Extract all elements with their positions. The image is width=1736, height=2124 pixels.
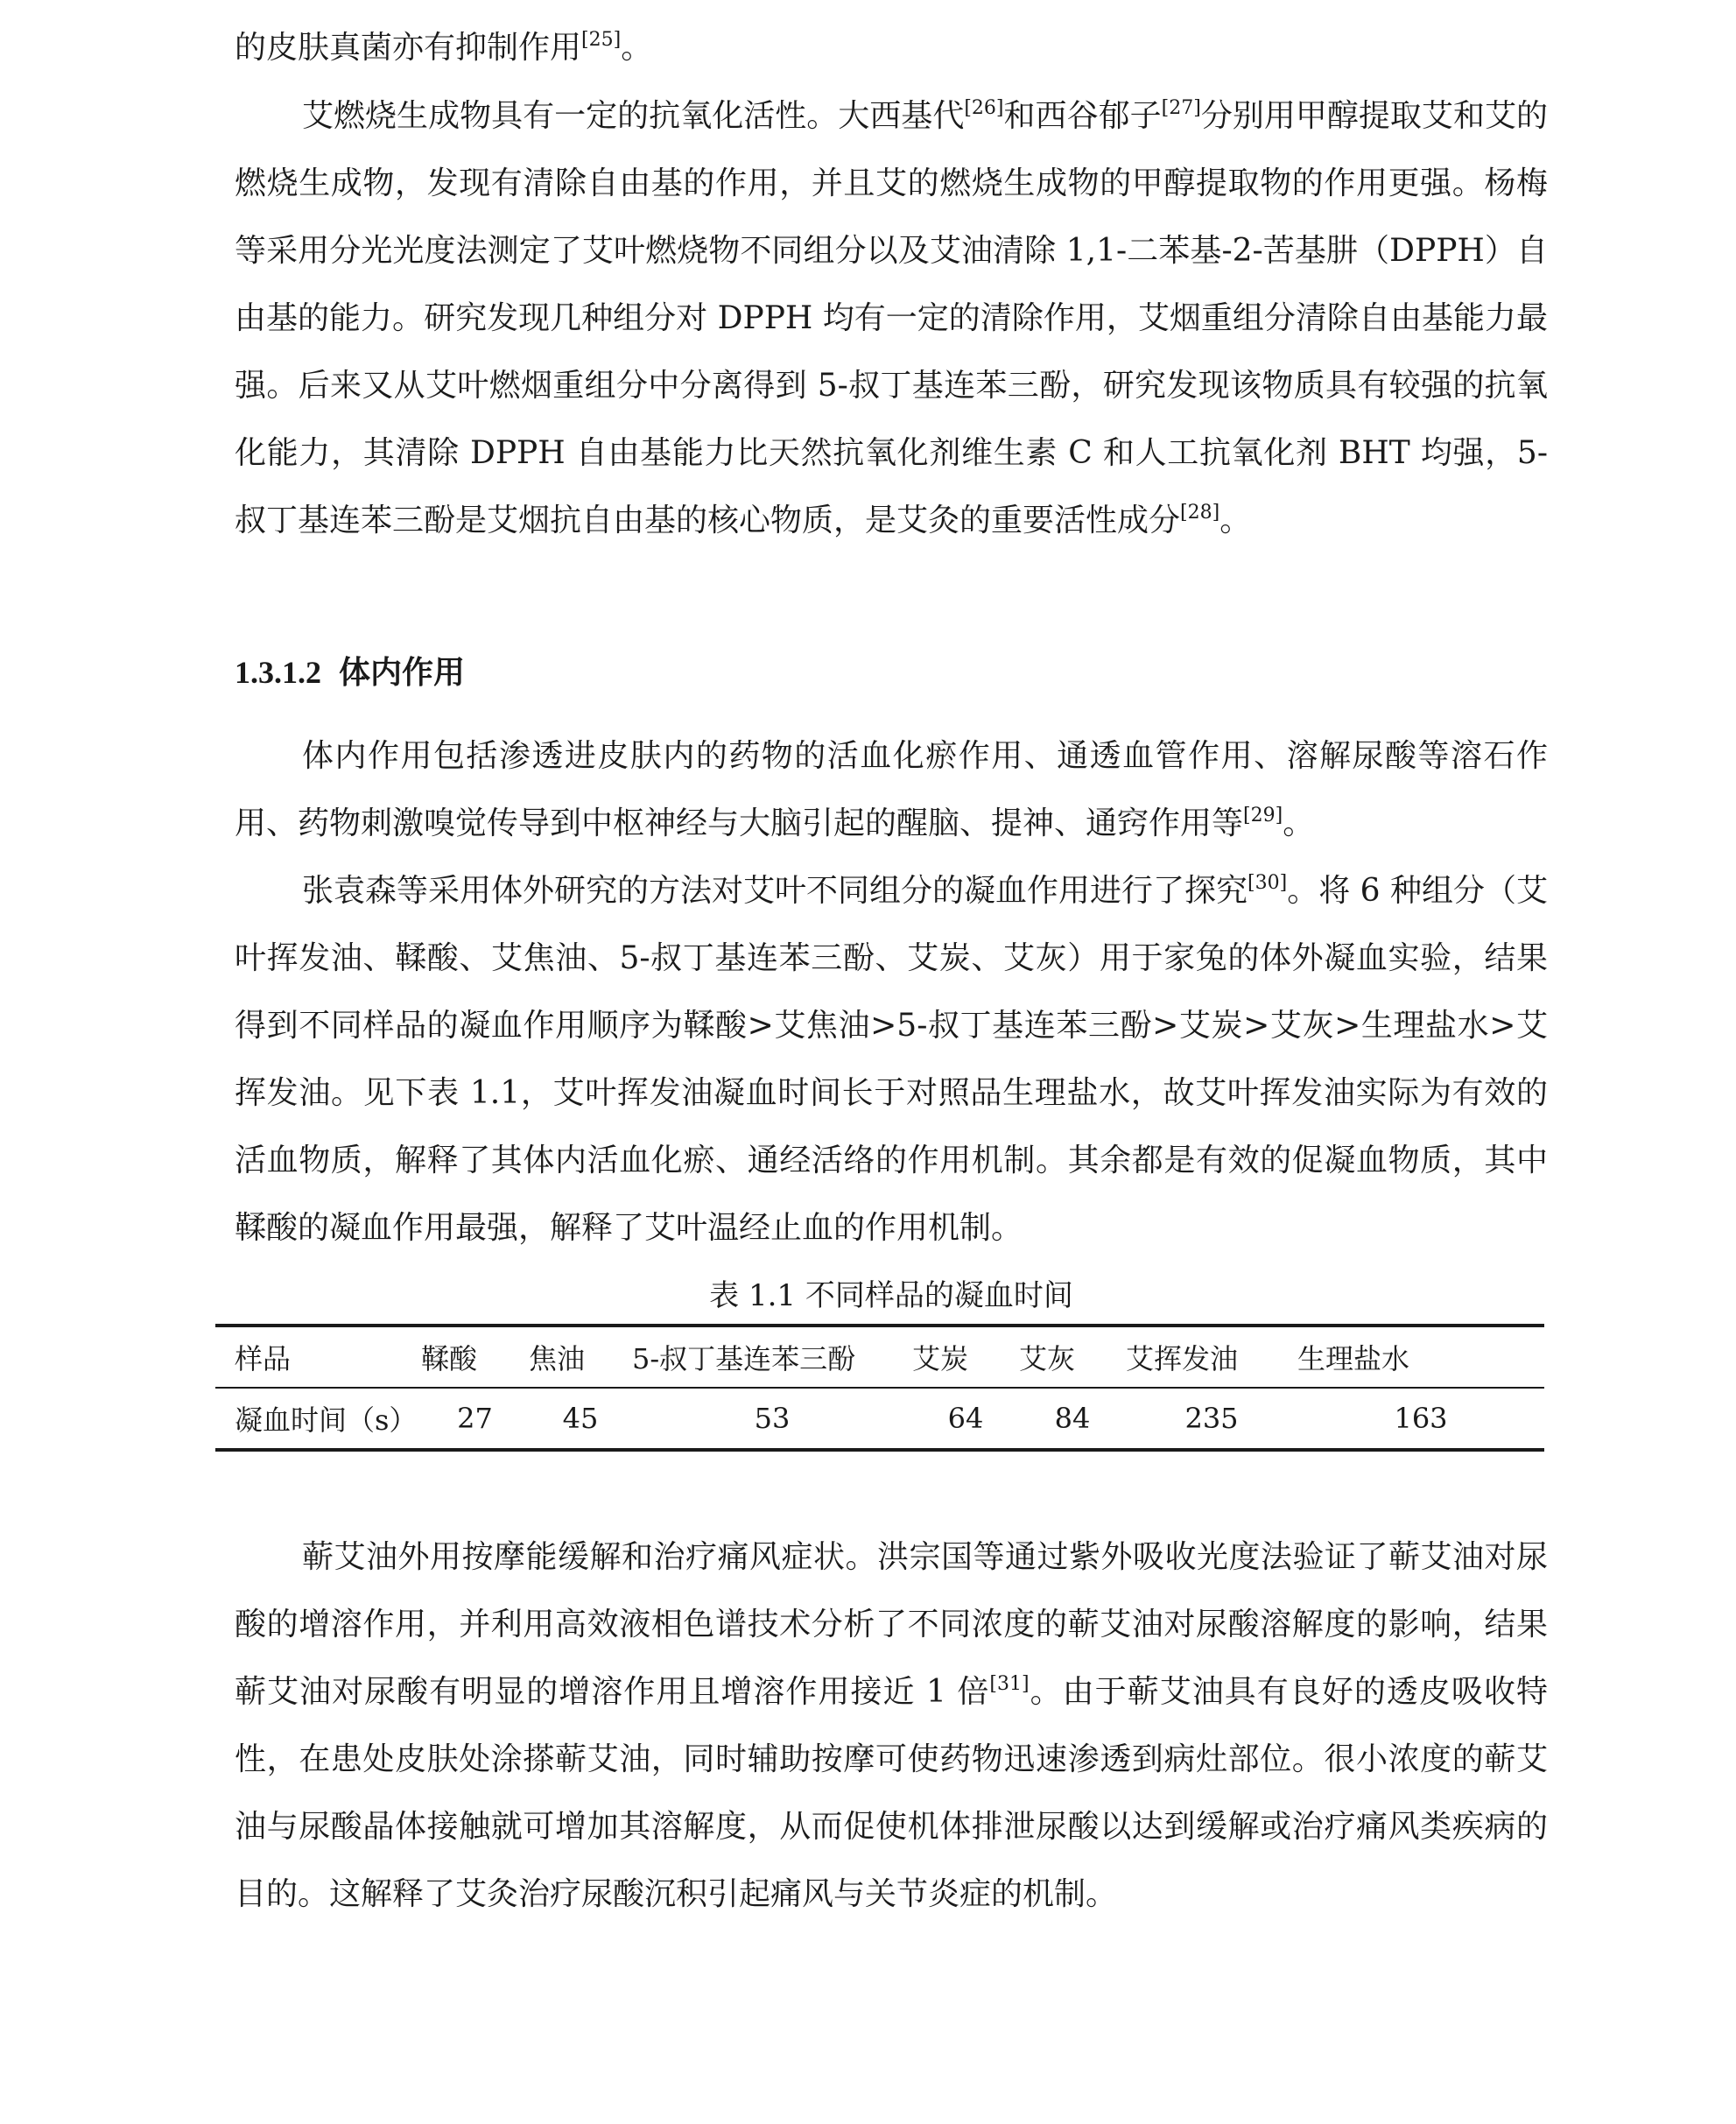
- citation-31: [31]: [989, 1673, 1030, 1695]
- citation-27: [27]: [1161, 97, 1201, 119]
- coagulation-table: [215, 1324, 1544, 1452]
- table-header-cell: 生理盐水: [1297, 1326, 1544, 1388]
- table-header-cell: 焦油: [529, 1326, 632, 1388]
- table-container: [235, 1324, 1544, 1452]
- table-header-cell: 艾挥发油: [1126, 1326, 1297, 1388]
- section-number: 1.3.1.2: [235, 655, 321, 690]
- table-header-row: [215, 1326, 1544, 1388]
- table-header-cell: 5-叔丁基连苯三酚: [632, 1326, 912, 1388]
- table-cell: 163: [1297, 1388, 1544, 1450]
- citation-26: [26]: [964, 97, 1004, 119]
- table-header-cell: 艾炭: [912, 1326, 1019, 1388]
- paragraph-gout: 蕲艾油外用按摩能缓解和治疗痛风症状。洪宗国等通过紫外吸收光度法验证了蕲艾油对尿酸的增溶作用，并利用高效液相色谱技术分析了不同浓度的蕲艾油对尿酸溶解度的影响，结果蕲艾油对尿酸有明显的增溶作用且增溶作用接近 1 倍[31]。由于蕲艾油具有良好的透皮吸收特性，在患处皮肤处涂搽蕲艾油，同时辅助按摩可使药物迅速渗透到病灶部位。很小浓度的蕲艾油与尿酸晶体接触就可增加其溶解度，从而促使机体排泄尿酸以达到缓解或治疗痛风类疾病的目的。这解释了艾灸治疗尿酸沉积引起痛风与关节炎症的机制。: [235, 1539, 1548, 1912]
- citation-29: [29]: [1243, 805, 1283, 826]
- section-heading: [235, 639, 465, 707]
- paragraph-coagulation: 张袁森等采用体外研究的方法对艾叶不同组分的凝血作用进行了探究[30]。将 6 种组分（艾叶挥发油、鞣酸、艾焦油、5-叔丁基连苯三酚、艾炭、艾灰）用于家兔的体外凝血实验，结果得到不同样品的凝血作用顺序为鞣酸>艾焦油>5-叔丁基连苯三酚>艾炭>艾灰>生理盐水>艾挥发油。见下表 1.1，艾叶挥发油凝血时间长于对照品生理盐水，故艾叶挥发油实际为有效的活血物质，解释了其体内活血化瘀、通经活络的作用机制。其余都是有效的促凝血物质，其中鞣酸的凝血作用最强，解释了艾叶温经止血的作用机制。: [235, 872, 1548, 1246]
- table-row-label: 凝血时间（s）: [215, 1388, 421, 1450]
- citation-25: [25]: [581, 29, 622, 51]
- table-cell: 27: [421, 1388, 529, 1450]
- paragraph-internal-effects: 体内作用包括渗透进皮肤内的药物的活血化瘀作用、通透血管作用、溶解尿酸等溶石作用、药物刺激嗅觉传导到中枢神经与大脑引起的醒脑、提神、通窍作用等[29]。: [235, 738, 1548, 841]
- table-cell: 45: [529, 1388, 632, 1450]
- table-cell: 235: [1126, 1388, 1297, 1450]
- paragraph-antioxidant: 艾燃烧生成物具有一定的抗氧化活性。大西基代[26]和西谷郁子[27]分别用甲醇提取艾和艾的燃烧生成物，发现有清除自由基的作用，并且艾的燃烧生成物的甲醇提取物的作用更强。杨梅等采用分光光度法测定了艾叶燃烧物不同组分以及艾油清除 1,1-二苯基-2-苦基肼（DPPH）自由基的能力。研究发现几种组分对 DPPH 均有一定的清除作用，艾烟重组分清除自由基能力最强。后来又从艾叶燃烟重组分中分离得到 5-叔丁基连苯三酚，研究发现该物质具有较强的抗氧化能力，其清除 DPPH 自由基能力比天然抗氧化剂维生素 C 和人工抗氧化剂 BHT 均强，5-叔丁基连苯三酚是艾烟抗自由基的核心物质，是艾灸的重要活性成分[28]。: [235, 97, 1548, 538]
- paragraph-continued: 的皮肤真菌亦有抑制作用[25]。: [235, 29, 653, 66]
- table-header-cell: 样品: [215, 1326, 421, 1388]
- table-header-cell: 艾灰: [1019, 1326, 1126, 1388]
- table-cell: 84: [1019, 1388, 1126, 1450]
- table-row: [215, 1388, 1544, 1450]
- table-caption: 表 1.1 不同样品的凝血时间: [709, 1278, 1073, 1313]
- citation-30: [30]: [1248, 872, 1288, 894]
- section-title: 体内作用: [339, 655, 466, 691]
- table-header-cell: 鞣酸: [421, 1326, 529, 1388]
- citation-28: [28]: [1180, 502, 1220, 524]
- table-cell: 53: [632, 1388, 912, 1450]
- table-cell: 64: [912, 1388, 1019, 1450]
